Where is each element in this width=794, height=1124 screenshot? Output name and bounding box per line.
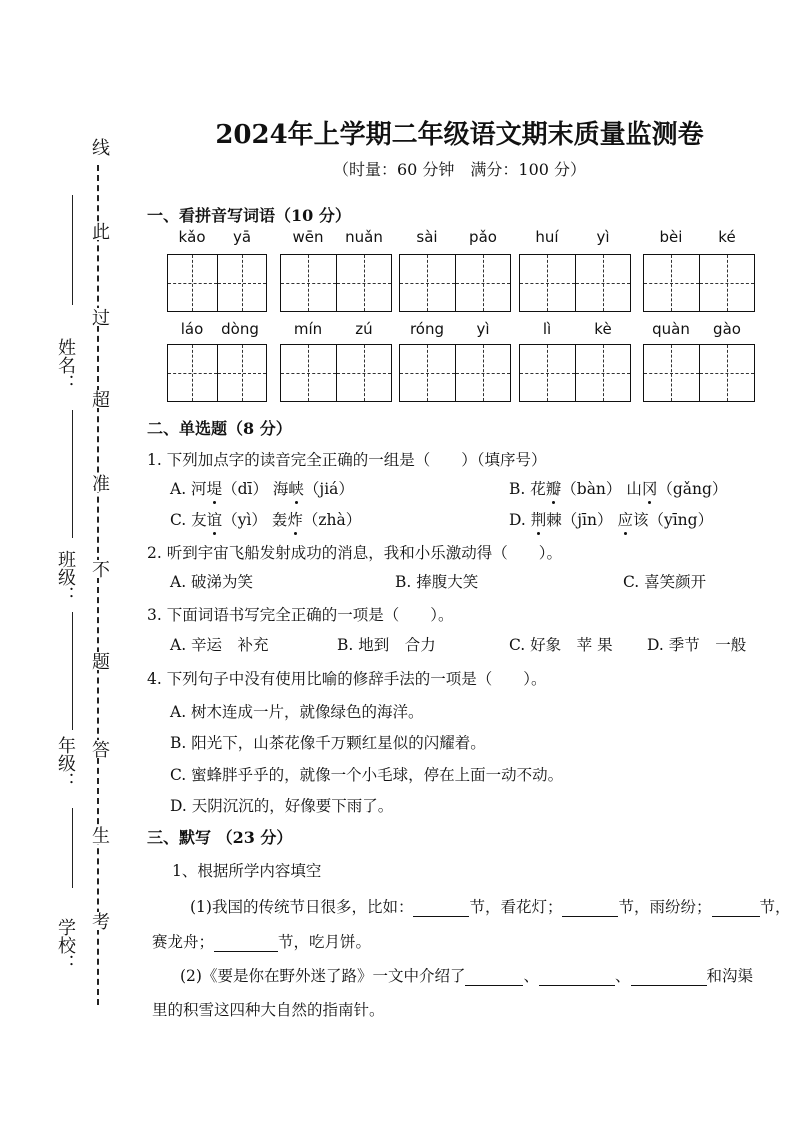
subsection-1: 1、根据所学内容填空 (172, 862, 322, 880)
pinyin: gào (713, 320, 741, 338)
pinyin: láo (180, 320, 204, 338)
warning-char: 线 (86, 138, 112, 156)
pinyin: huí (535, 228, 559, 246)
warning-char: 超 (86, 390, 112, 408)
q2-option-b[interactable]: B. 捧腹大笑 (395, 573, 479, 591)
dotted-char: 堤 (206, 480, 223, 498)
q4-option-d[interactable]: D. 天阴沉沉的，好像要下雨了。 (170, 797, 394, 815)
grade-label: 年级： (55, 736, 76, 790)
q1-option-a[interactable]: A. 河堤（dī） 海峡（jiá） (170, 480, 354, 498)
q3-option-d[interactable]: D. 季节 一般 (647, 636, 747, 654)
section-3-heading: 三、默写 （23 分） (147, 828, 293, 847)
answer-blank[interactable] (465, 969, 523, 986)
pinyin: sài (416, 228, 438, 246)
binding-line-4 (72, 808, 73, 888)
pinyin: kè (594, 320, 612, 338)
page-title: 2024年上学期二年级语文期末质量监测卷 (215, 120, 704, 150)
warning-char: 题 (86, 652, 112, 670)
writing-grid[interactable] (280, 254, 392, 312)
dotted-char: 瓣 (545, 480, 562, 498)
dotted-char: 峡 (288, 480, 304, 498)
answer-blank[interactable] (562, 900, 618, 917)
warning-char: 不 (86, 560, 112, 578)
class-label: 班级： (55, 550, 76, 604)
warning-char: 答 (86, 740, 112, 758)
dotted-char: 炸 (287, 511, 303, 529)
writing-grid[interactable] (399, 344, 511, 402)
pinyin: pǎo (469, 228, 497, 246)
q4-option-a[interactable]: A. 树木连成一片，就像绿色的海洋。 (170, 703, 424, 721)
fill-in-line-2: 赛龙舟； 节，吃月饼。 (152, 933, 372, 951)
q3-option-c[interactable]: C. 好象 苹 果 (509, 636, 613, 654)
dotted-char: 谊 (206, 511, 223, 529)
pinyin: ké (718, 228, 736, 246)
q4-option-c[interactable]: C. 蜜蜂胖乎乎的，就像一个小毛球，停在上面一动不动。 (170, 766, 564, 784)
question-3: 3. 下面词语书写完全正确的一项是（ ）。 (147, 606, 454, 624)
answer-blank[interactable] (413, 900, 469, 917)
warning-char: 考 (86, 912, 112, 930)
writing-grid[interactable] (280, 344, 392, 402)
pinyin: zú (355, 320, 373, 338)
pinyin: mín (293, 320, 323, 338)
writing-grid[interactable] (643, 344, 755, 402)
q2-option-c[interactable]: C. 喜笑颜开 (623, 573, 707, 591)
fill-in-line-4: 里的积雪这四种大自然的指南针。 (152, 1001, 385, 1019)
writing-grid[interactable] (643, 254, 755, 312)
answer-blank[interactable] (631, 969, 707, 986)
pinyin: kǎo (178, 228, 206, 246)
question-2: 2. 听到宇宙飞船发射成功的消息，我和小乐激动得（ ）。 (147, 544, 562, 562)
pinyin: yā (232, 228, 252, 246)
section-2-heading: 二、单选题（8 分） (147, 419, 292, 438)
binding-line-1 (72, 195, 73, 305)
dotted-char: 荆 (530, 511, 547, 529)
pinyin: dòng (221, 320, 259, 338)
cut-line (97, 165, 99, 1005)
answer-blank[interactable] (214, 935, 278, 952)
writing-grid[interactable] (399, 254, 511, 312)
writing-grid[interactable] (519, 344, 631, 402)
school-label: 学校： (55, 918, 76, 972)
q1-option-b[interactable]: B. 花瓣（bàn） 山冈（gǎng） (509, 480, 728, 498)
binding-line-3 (72, 612, 73, 730)
pinyin: yì (596, 228, 610, 246)
pinyin: quàn (652, 320, 690, 338)
answer-blank[interactable] (539, 969, 615, 986)
question-4: 4. 下列句子中没有使用比喻的修辞手法的一项是（ ）。 (147, 670, 547, 688)
name-label: 姓名： (55, 338, 76, 392)
warning-char: 生 (86, 826, 112, 844)
binding-line-2 (72, 410, 73, 538)
dotted-char: 冈 (641, 480, 658, 498)
writing-grid[interactable] (167, 254, 267, 312)
pinyin: lì (542, 320, 552, 338)
q2-option-a[interactable]: A. 破涕为笑 (170, 573, 254, 591)
warning-char: 准 (86, 474, 112, 492)
pinyin: wēn (292, 228, 324, 246)
q3-option-a[interactable]: A. 辛运 补充 (170, 636, 269, 654)
exam-info: （时量：60 分钟 满分：100 分） (332, 160, 587, 179)
warning-char: 过 (86, 308, 112, 326)
section-1-heading: 一、看拼音写词语（10 分） (147, 206, 351, 225)
writing-grid[interactable] (519, 254, 631, 312)
warning-char: 此 (86, 222, 112, 240)
q1-option-c[interactable]: C. 友谊（yì） 轰炸（zhà） (170, 511, 362, 529)
pinyin: róng (409, 320, 445, 338)
question-1: 1. 下列加点字的读音完全正确的一组是（ ）（填序号） (147, 451, 547, 469)
fill-in-line-3: (2)《要是你在野外迷了路》一文中介绍了 、 、 和沟渠 (180, 967, 754, 985)
q4-option-b[interactable]: B. 阳光下，山茶花像千万颗红星似的闪耀着。 (170, 734, 486, 752)
answer-blank[interactable] (712, 900, 760, 917)
pinyin: bèi (659, 228, 683, 246)
pinyin: nuǎn (345, 228, 383, 246)
q1-option-d[interactable]: D. 荆棘（jīn） 应该（yīng） (509, 511, 714, 529)
writing-grid[interactable] (167, 344, 267, 402)
pinyin: yì (476, 320, 490, 338)
q3-option-b[interactable]: B. 地到 合力 (337, 636, 436, 654)
fill-in-line-1: (1)我国的传统节日很多，比如： 节，看花灯； 节，雨纷纷； 节， (190, 898, 791, 916)
dotted-char: 应 (617, 511, 633, 529)
